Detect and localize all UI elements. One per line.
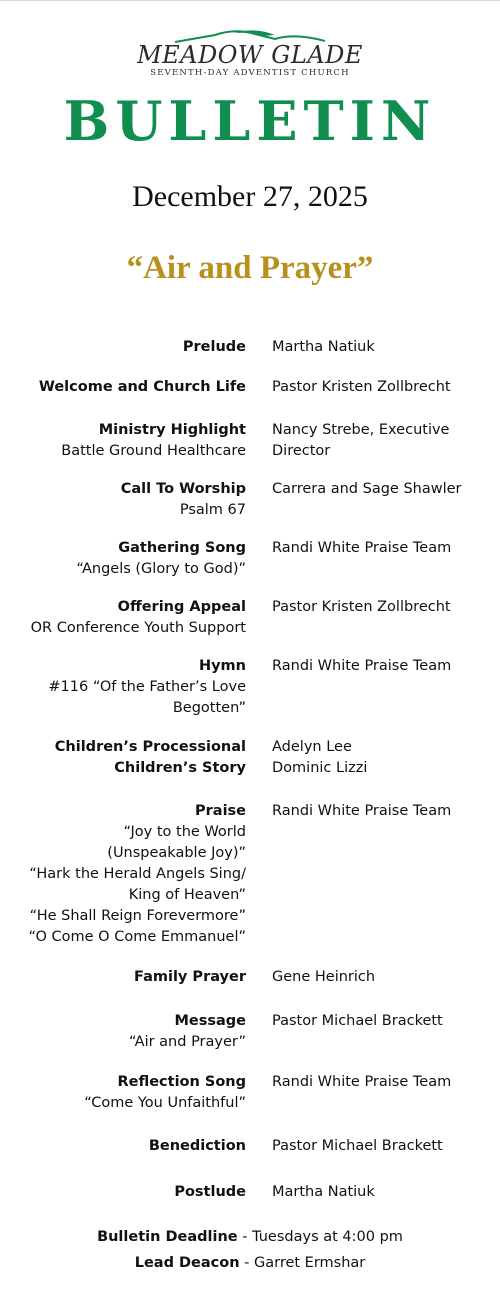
program-right xyxy=(272,479,492,500)
program-label: Message xyxy=(174,1013,246,1029)
program-left xyxy=(6,538,246,580)
program-detail: King of Heaven” xyxy=(128,887,246,903)
program-label: Family Prayer xyxy=(134,969,246,985)
program-detail: “Air and Prayer” xyxy=(129,1034,246,1050)
program-label: Children’s Processional xyxy=(54,739,246,755)
program-participant: Martha Natiuk xyxy=(272,1184,375,1200)
program-participant: Randi White Praise Team xyxy=(272,803,452,819)
program-detail: “Angels (Glory to God)” xyxy=(76,561,246,577)
program-participant: Pastor Michael Brackett xyxy=(272,1013,443,1029)
program-left xyxy=(6,1182,246,1203)
program-detail: Psalm 67 xyxy=(179,502,246,518)
program-participant: Dominic Lizzi xyxy=(272,760,368,776)
program-label: Children’s Story xyxy=(114,760,246,776)
program-left xyxy=(6,337,246,358)
program-participant: Director xyxy=(272,443,331,459)
program-right xyxy=(272,737,492,779)
program-label: Call To Worship xyxy=(120,481,246,497)
program-detail: “Joy to the World xyxy=(123,824,246,840)
program-right xyxy=(272,538,492,559)
program-right xyxy=(272,377,492,398)
program-left xyxy=(6,377,246,398)
church-logo xyxy=(0,29,500,78)
program-right xyxy=(272,656,492,677)
program-left xyxy=(6,1136,246,1157)
program-participant: Carrera and Sage Shawler xyxy=(272,481,462,497)
program-label: Prelude xyxy=(182,339,246,355)
deadline-label: Bulletin Deadline xyxy=(97,1229,238,1245)
program-right xyxy=(272,597,492,618)
program-left xyxy=(6,1072,246,1114)
program-participant: Pastor Kristen Zollbrecht xyxy=(272,599,451,615)
program-participant: Randi White Praise Team xyxy=(272,1074,452,1090)
program-participant: Pastor Kristen Zollbrecht xyxy=(272,379,451,395)
program-label: Praise xyxy=(195,803,246,819)
sermon-theme: “Air and Prayer” xyxy=(126,250,374,286)
program-participant: Randi White Praise Team xyxy=(272,658,452,674)
program-right xyxy=(272,801,492,822)
program-right xyxy=(272,337,492,358)
program-participant: Adelyn Lee xyxy=(272,739,352,755)
deadline-value: - Tuesdays at 4:00 pm xyxy=(237,1229,403,1245)
logo-name: MEADOW GLADE xyxy=(137,41,363,69)
program-label: Postlude xyxy=(174,1184,246,1200)
program-left xyxy=(6,479,246,521)
program-left xyxy=(6,420,246,462)
program-left xyxy=(6,737,246,779)
program-participant: Randi White Praise Team xyxy=(272,540,452,556)
program-label: Hymn xyxy=(198,658,246,674)
program-label: Welcome and Church Life xyxy=(38,379,246,395)
program-participant: Nancy Strebe, Executive xyxy=(272,422,450,438)
program-label: Benediction xyxy=(148,1138,246,1154)
program-participant: Gene Heinrich xyxy=(272,969,376,985)
program-right xyxy=(272,1072,492,1093)
program-detail: #116 “Of the Father’s Love xyxy=(48,679,246,695)
program-left xyxy=(6,801,246,948)
program-left xyxy=(6,656,246,719)
deacon-line xyxy=(0,1253,500,1274)
program-participant: Martha Natiuk xyxy=(272,339,375,355)
program-right xyxy=(272,1136,492,1157)
program-detail: “Hark the Herald Angels Sing/ xyxy=(29,866,246,882)
program-detail: “Come You Unfaithful” xyxy=(84,1095,246,1111)
deadline-line xyxy=(0,1227,500,1248)
program-left xyxy=(6,597,246,639)
program-label: Reflection Song xyxy=(117,1074,246,1090)
deacon-value: - Garret Ermshar xyxy=(239,1255,366,1271)
program-left xyxy=(6,1011,246,1053)
program-right xyxy=(272,1011,492,1032)
bulletin-date: December 27, 2025 xyxy=(132,180,368,213)
program-detail: Begotten” xyxy=(172,700,246,716)
page-title: BULLETIN xyxy=(63,89,437,153)
program-detail: Battle Ground Healthcare xyxy=(61,443,246,459)
program-left xyxy=(6,967,246,988)
program-detail: “He Shall Reign Forevermore” xyxy=(29,908,246,924)
program-right xyxy=(272,967,492,988)
program-right xyxy=(272,1182,492,1203)
program-detail: “O Come O Come Emmanuel” xyxy=(28,929,246,945)
program-detail: (Unspeakable Joy)” xyxy=(107,845,246,861)
program-label: Offering Appeal xyxy=(117,599,246,615)
logo-subtitle: SEVENTH-DAY ADVENTIST CHURCH xyxy=(150,68,350,78)
program-participant: Pastor Michael Brackett xyxy=(272,1138,443,1154)
program-label: Gathering Song xyxy=(118,540,246,556)
program-label: Ministry Highlight xyxy=(98,422,246,438)
program-right xyxy=(272,420,492,462)
deacon-label: Lead Deacon xyxy=(134,1255,240,1271)
program-detail: OR Conference Youth Support xyxy=(30,620,246,636)
